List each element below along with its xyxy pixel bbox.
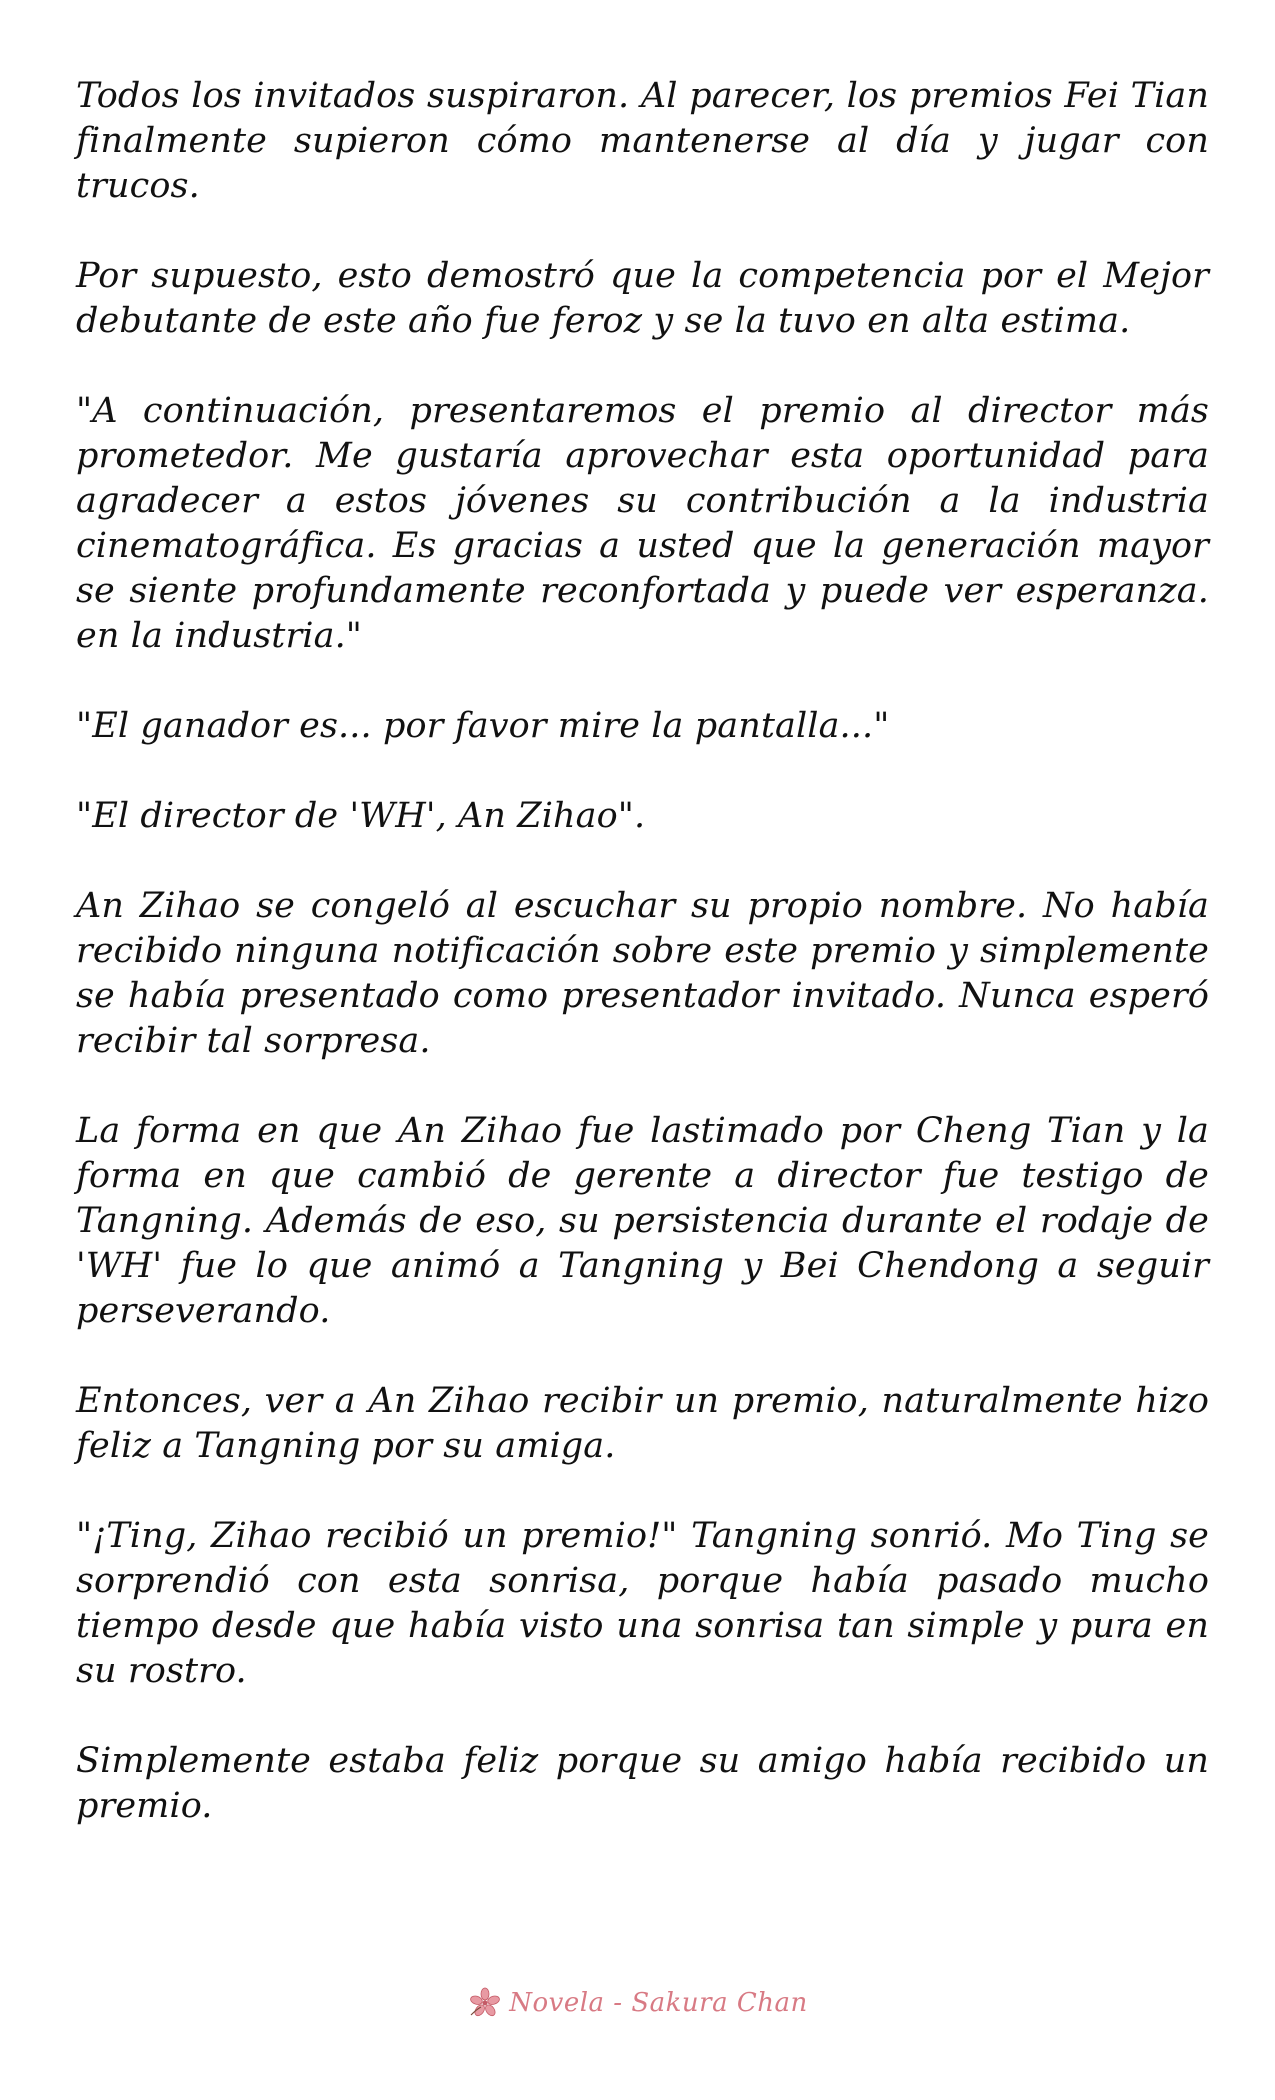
footer-inner [467,1985,808,2021]
paragraph-7: La forma en que An Zihao fue lastimado por Cheng Tian y la forma en que cambió de gerente a director fue testigo de Tangning. Además de eso, su persistencia durante el rodaje de 'WH' fue lo que animó a Tangning y Bei Chendong a seguir perseverando. [76,1111,1209,1331]
paragraph-8: Entonces, ver a An Zihao recibir un premio, naturalmente hizo feliz a Tangning por su amiga. [76,1381,1209,1466]
paragraph-6: An Zihao se congeló al escuchar su propio nombre. No había recibido ninguna notificación sobre este premio y simplemente se había presentado como presentador invitado. Nunca esperó recibir tal sorpresa. [76,886,1209,1061]
paragraph-5: "El director de 'WH', An Zihao". [76,796,646,836]
footer-watermark [0,1985,1275,2021]
paragraph-9: "¡Ting, Zihao recibió un premio!" Tangning sonrió. Mo Ting se sorprendió con esta sonrisa, porque había pasado mucho tiempo desde que había visto una sonrisa tan simple y pura en su rostro. [76,1516,1209,1691]
document-body [76,74,1209,1874]
sakura-flower-icon [467,1985,503,2021]
paragraph-3: "A continuación, presentaremos el premio al director más prometedor. Me gustaría aprovechar esta oportunidad para agradecer a estos jóvenes su contribución a la industria cinematográfica. Es gracias a usted que la generación mayor se siente profundamente reconfortada y puede ver esperanza. en la industria." [76,391,1209,656]
paragraph-4: "El ganador es... por favor mire la pantalla..." [76,706,890,746]
footer-text: Novela - Sakura Chan [509,1988,808,2018]
paragraph-1: Todos los invitados suspiraron. Al parecer, los premios Fei Tian finalmente supieron cómo mantenerse al día y jugar con trucos. [76,76,1209,206]
paragraph-2: Por supuesto, esto demostró que la competencia por el Mejor debutante de este año fue feroz y se la tuvo en alta estima. [76,256,1209,341]
paragraph-10: Simplemente estaba feliz porque su amigo había recibido un premio. [76,1741,1209,1826]
